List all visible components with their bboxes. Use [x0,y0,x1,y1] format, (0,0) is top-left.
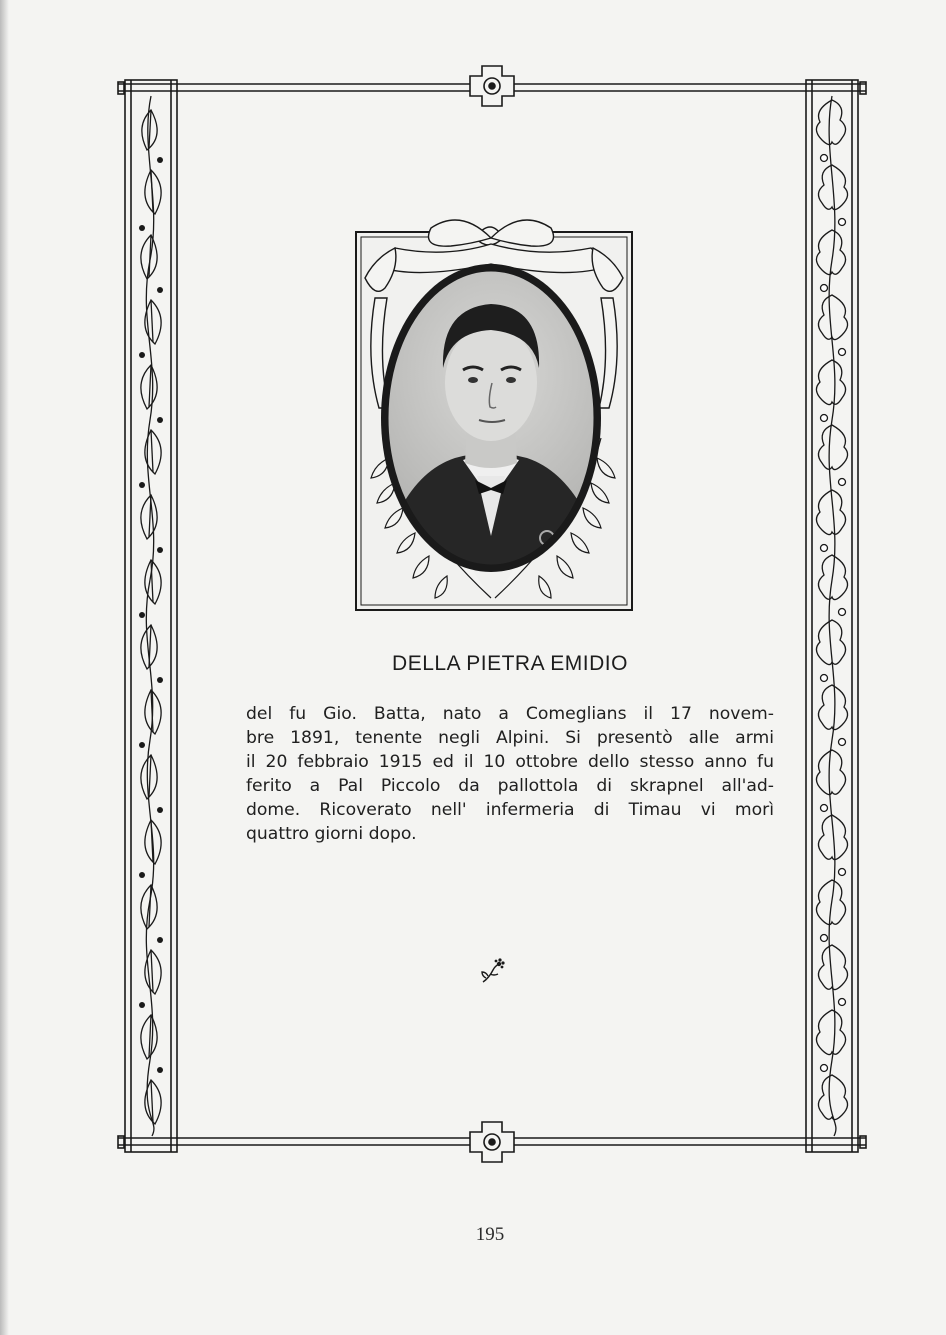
bio-line: quattro giorni dopo. [246,824,417,844]
right-vine-leaves [816,96,847,1136]
oval-portrait-icon [355,208,633,612]
bio-line: bre 1891, tenente negli Alpini. Si presentò alle armi [246,728,774,748]
bio-line: del fu Gio. Batta, nato a Comeglians il 17 novem- [246,704,774,724]
left-vine-leaves [139,96,163,1136]
biography-paragraph [246,702,774,846]
bio-line: il 20 febbraio 1915 ed il 10 ottobre dello stesso anno fu [246,752,774,772]
entry-name-heading: DELLA PIETRA EMIDIO [392,652,628,675]
page-number: 195 [475,1224,505,1245]
top-cross-medallion-icon [470,66,514,106]
bio-line: dome. Ricoverato nell' infermeria di Timau vi morì [246,800,774,820]
bio-line: ferito a Pal Piccolo da pallottola di skrapnel all'ad- [246,776,774,796]
flower-sprig-icon [480,958,506,986]
portrait-frame [355,208,633,612]
bottom-cross-medallion-icon [470,1122,514,1162]
